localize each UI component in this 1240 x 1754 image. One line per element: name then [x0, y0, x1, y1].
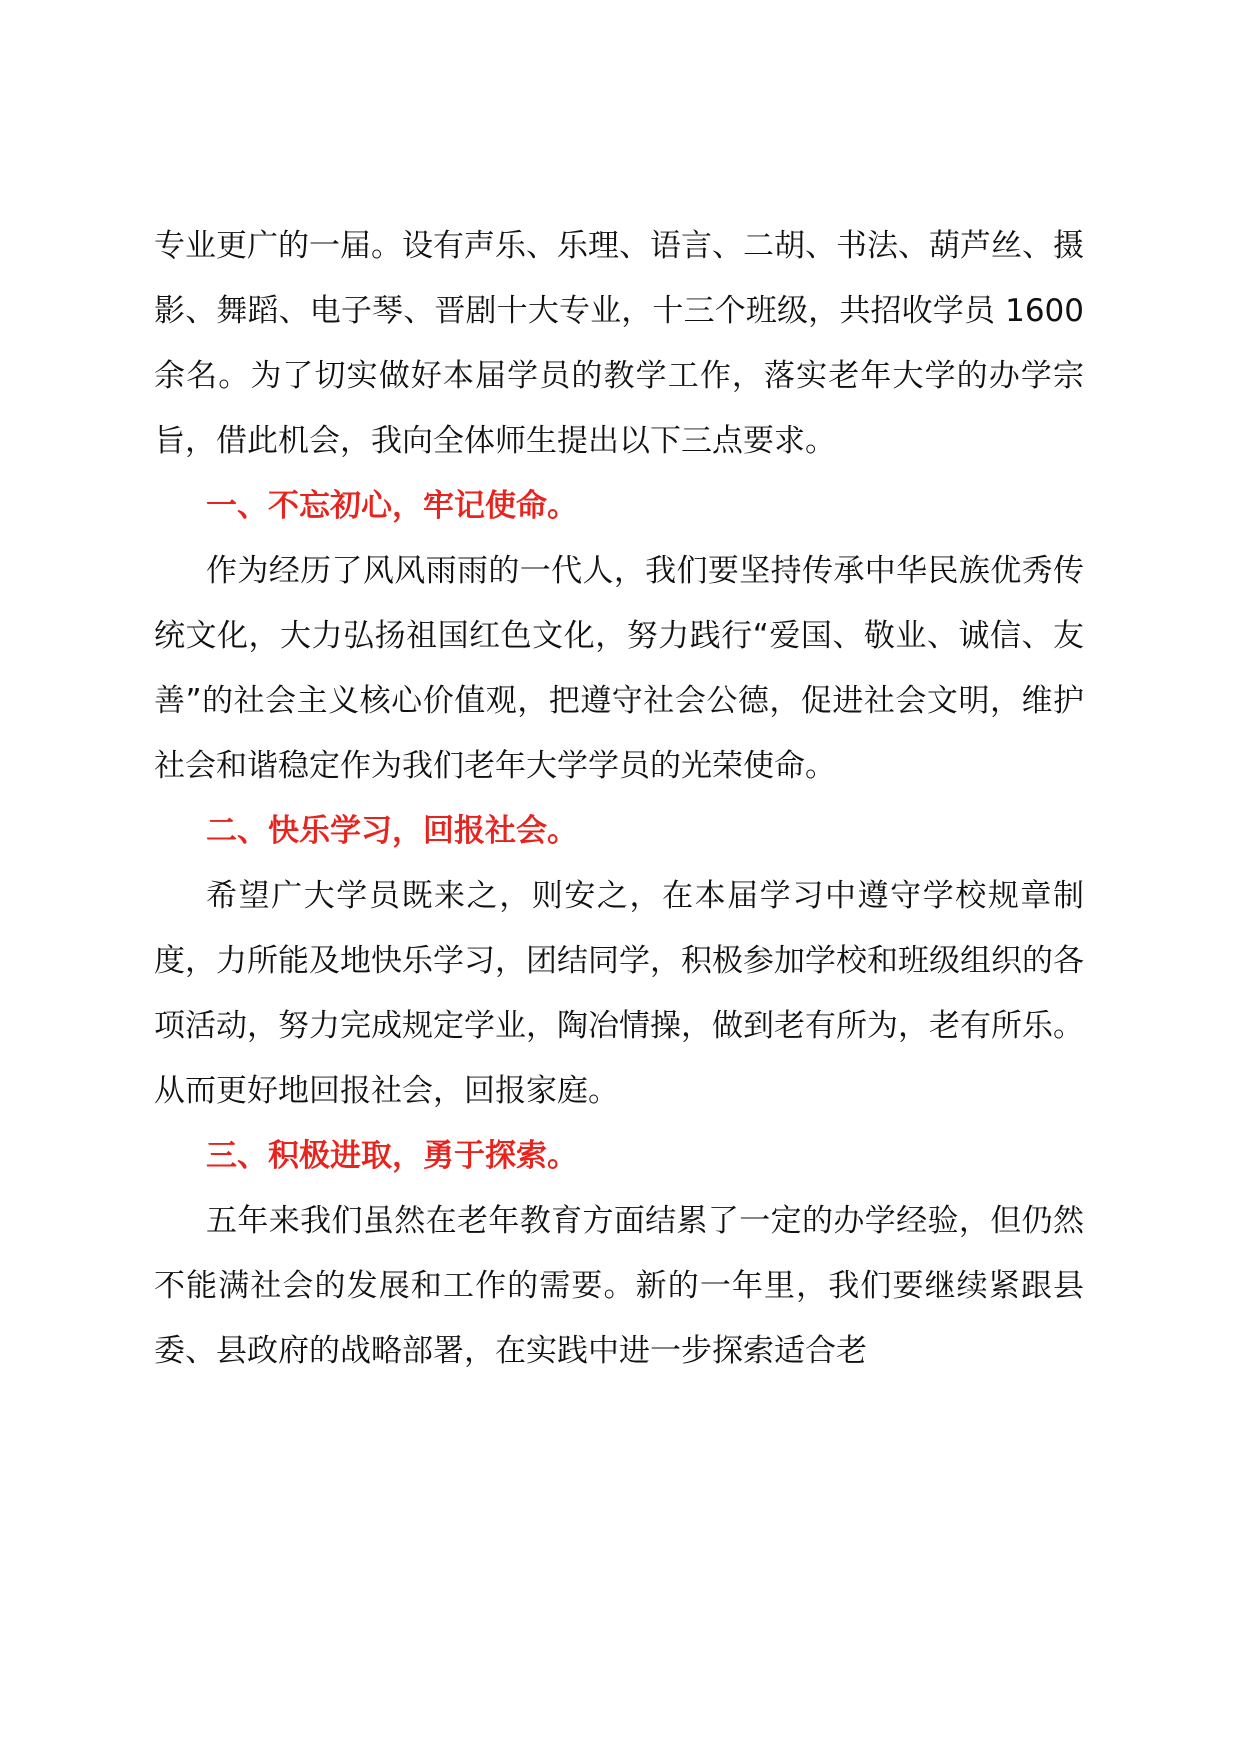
document-body [154, 214, 1084, 1384]
paragraph-intro: 专业更广的一届。设有声乐、乐理、语言、二胡、书法、葫芦丝、摄影、舞蹈、电子琴、晋剧十大专业，十三个班级，共招收学员 1600 余名。为了切实做好本届学员的教学工作，落实老年大学的办学宗旨，借此机会，我向全体师生提出以下三点要求。 [154, 228, 1084, 459]
section-heading-2: 二、快乐学习，回报社会。 [206, 813, 578, 849]
section-heading-3: 三、积极进取，勇于探索。 [206, 1138, 578, 1174]
paragraph-section-1: 作为经历了风风雨雨的一代人，我们要坚持传承中华民族优秀传统文化，大力弘扬祖国红色文化，努力践行“爱国、敬业、诚信、友善”的社会主义核心价值观，把遵守社会公德，促进社会文明，维护社会和谐稳定作为我们老年大学学员的光荣使命。 [154, 553, 1084, 784]
paragraph-section-3: 五年来我们虽然在老年教育方面结累了一定的办学经验，但仍然不能满社会的发展和工作的需要。新的一年里，我们要继续紧跟县委、县政府的战略部署，在实践中进一步探索适合老 [154, 1203, 1084, 1369]
section-heading-1: 一、不忘初心，牢记使命。 [206, 488, 578, 524]
paragraph-section-2: 希望广大学员既来之，则安之，在本届学习中遵守学校规章制度，力所能及地快乐学习，团结同学，积极参加学校和班级组织的各项活动，努力完成规定学业，陶冶情操，做到老有所为，老有所乐。从而更好地回报社会，回报家庭。 [154, 878, 1084, 1109]
